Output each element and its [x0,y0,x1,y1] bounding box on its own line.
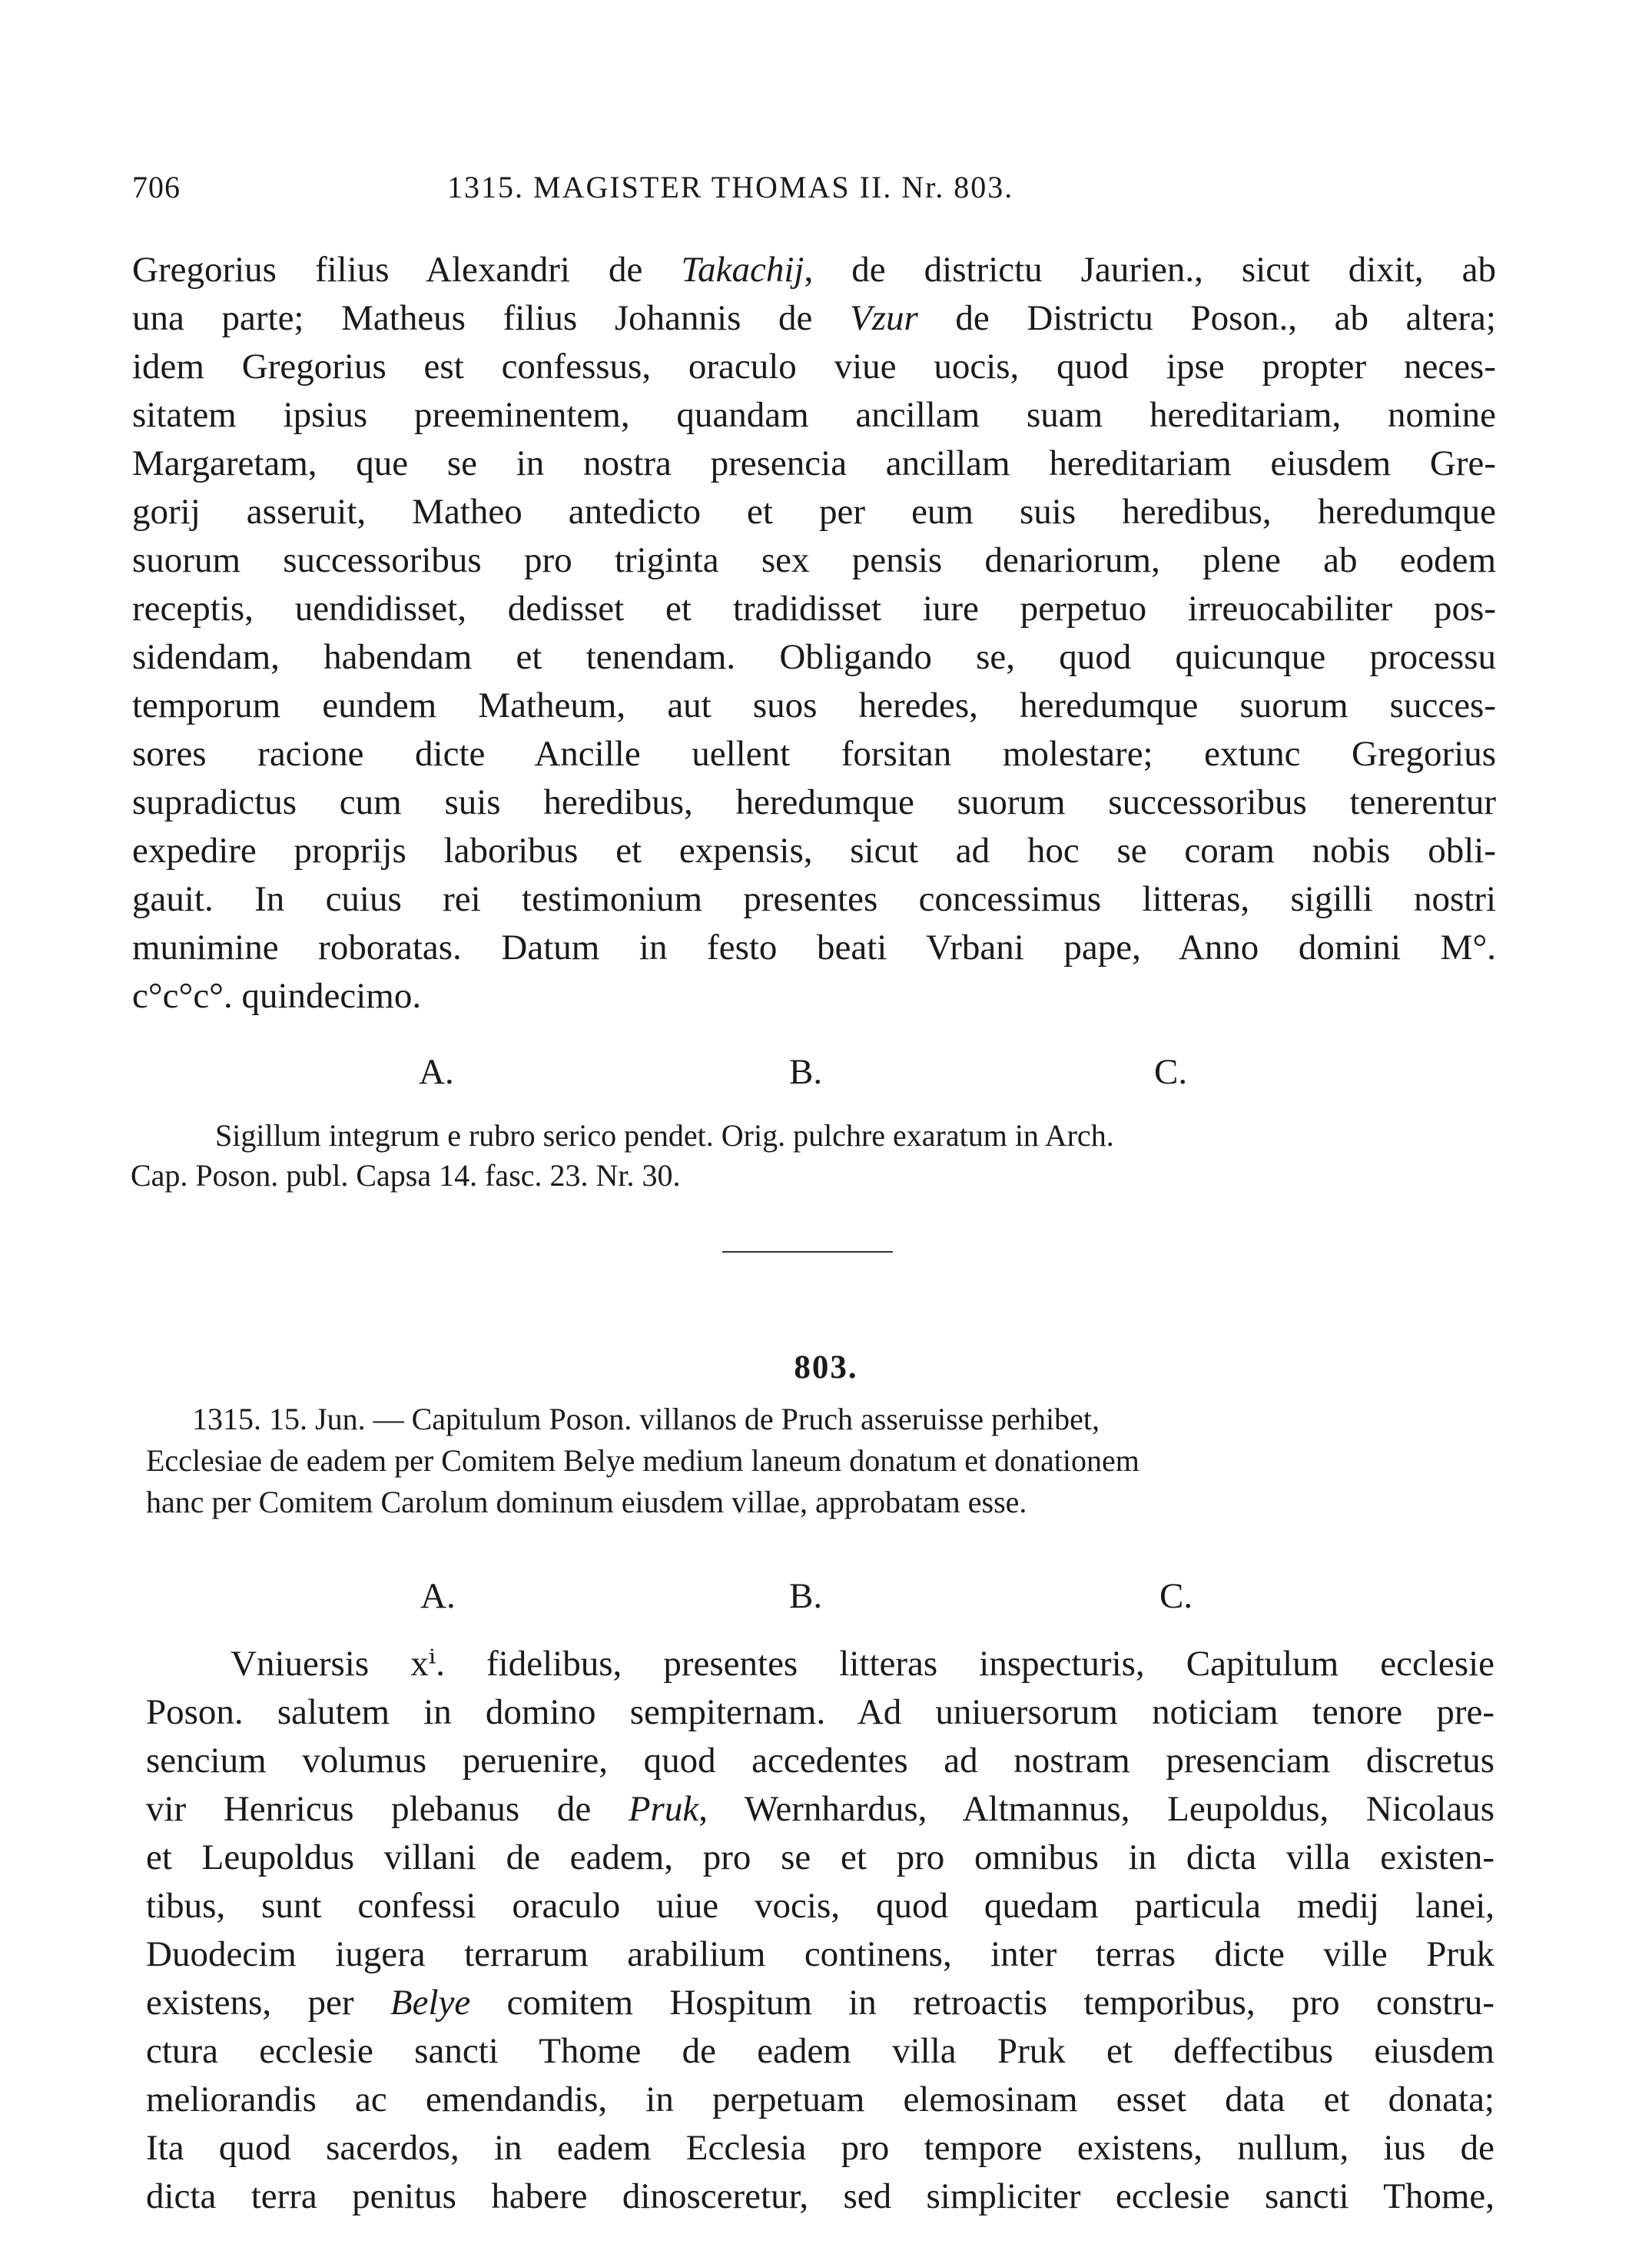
text-line: Gregorius filius Alexandri de Takachij, de districtu Jaurien., sicut dixit, ab [132,250,1496,290]
text-line: ctura ecclesie sancti Thome de eadem villa Pruk et deffectibus eiusdem [146,2031,1494,2071]
note-line: Cap. Poson. publ. Capsa 14. fasc. 23. Nr. 30. [131,1158,681,1193]
marker-b: B. [789,1576,823,1616]
marker-a: A. [419,1052,454,1092]
text-line: gorij asseruit, Matheo antedicto et per eum suis heredibus, heredumque [132,492,1496,532]
text-line: dicta terra penitus habere dinosceretur, sed simpliciter ecclesie sancti Thome, [146,2176,1494,2216]
text-line: sores racione dicte Ancille uellent forsitan molestare; extunc Gregorius [132,734,1496,774]
place-name: Vzur [849,298,918,338]
text-line: temporum eundem Matheum, aut suos heredes, heredumque suorum succes- [132,685,1496,725]
marker-b: B. [789,1052,823,1092]
text-line: sitatem ipsius preeminentem, quandam ancillam suam hereditariam, nomine [132,395,1496,435]
doc-802-text [132,246,1496,1021]
marker-c: C. [1159,1576,1193,1616]
text-line: c°c°c°. quindecimo. [132,976,422,1016]
abc-markers [132,1575,1496,1621]
text-line: munimine roboratas. Datum in festo beati Vrbani pape, Anno domini M°. [132,928,1496,968]
archival-note [131,1116,1494,1196]
text-line: idem Gregorius est confessus, oraculo viue uocis, quod ipse propter neces- [132,347,1496,387]
text-line: Duodecim iugera terrarum arabilium continens, inter terras dicte ville Pruk [146,1934,1494,1974]
regest-line: Ecclesiae de eadem per Comitem Belye medium laneum donatum et donationem [146,1443,1139,1478]
text-line: et Leupoldus villani de eadem, pro se et pro omnibus in dicta villa existen- [146,1837,1494,1877]
running-title: 1315. MAGISTER THOMAS II. Nr. 803. [447,170,1014,204]
text-line: existens, per Belye comitem Hospitum in retroactis temporibus, pro constru- [146,1983,1494,2023]
section-divider [722,1251,893,1253]
text-line: Margaretam, que se in nostra presencia ancillam hereditariam eiusdem Gre- [132,443,1496,483]
page-header [132,169,1496,215]
note-line: Sigillum integrum e rubro serico pendet. Orig. pulchre exaratum in Arch. [215,1118,1114,1153]
text-line: sencium volumus peruenire, quod accedentes ad nostram presenciam discretus [146,1741,1494,1781]
page-number: 706 [132,170,181,204]
text-line: Ita quod sacerdos, in eadem Ecclesia pro tempore existens, nullum, ius de [146,2128,1494,2168]
text-line: Poson. salutem in domino sempiternam. Ad uniuersorum noticiam tenore pre- [146,1692,1494,1732]
text-line: una parte; Matheus filius Johannis de Vzur de Districtu Poson., ab altera; [132,298,1496,338]
person-name: Belye [390,1983,471,2023]
marker-a: A. [420,1576,456,1616]
doc-803-text [146,1640,1494,2221]
regest-line: 1315. 15. Jun. — Capitulum Poson. villanos de Pruch asseruisse perhibet, [192,1402,1100,1436]
document-regest [146,1399,1494,1523]
text-line: vir Henricus plebanus de Pruk, Wernhardus, Altmannus, Leupoldus, Nicolaus [146,1789,1494,1829]
place-name: Takachij [681,250,804,290]
text-line: expedire proprijs laboribus et expensis, sicut ad hoc se coram nobis obli- [132,831,1496,871]
text-line: receptis, uendidisset, dedisset et tradidisset iure perpetuo irreuocabiliter pos- [132,589,1496,629]
text-line: tibus, sunt confessi oraculo uiue vocis, quod quedam particula medij lanei, [146,1886,1494,1926]
text-line: meliorandis ac emendandis, in perpetuam elemosinam esset data et donata; [146,2079,1494,2119]
text-line: Vniuersis xⁱ. fidelibus, presentes litteras inspecturis, Capitulum ecclesie [231,1644,1494,1684]
abc-markers [132,1051,1496,1097]
marker-c: C. [1154,1052,1188,1092]
regest-line: hanc per Comitem Carolum dominum eiusdem villae, approbatam esse. [146,1485,1027,1519]
text-line: supradictus cum suis heredibus, heredumque suorum successoribus tenerentur [132,782,1496,822]
document-number: 803. [794,1349,858,1386]
text-line: suorum successoribus pro triginta sex pensis denariorum, plene ab eodem [132,540,1496,580]
text-line: sidendam, habendam et tenendam. Obligando se, quod quicunque processu [132,637,1496,677]
text-line: gauit. In cuius rei testimonium presentes concessimus litteras, sigilli nostri [132,879,1496,919]
place-name: Pruk [628,1789,699,1829]
